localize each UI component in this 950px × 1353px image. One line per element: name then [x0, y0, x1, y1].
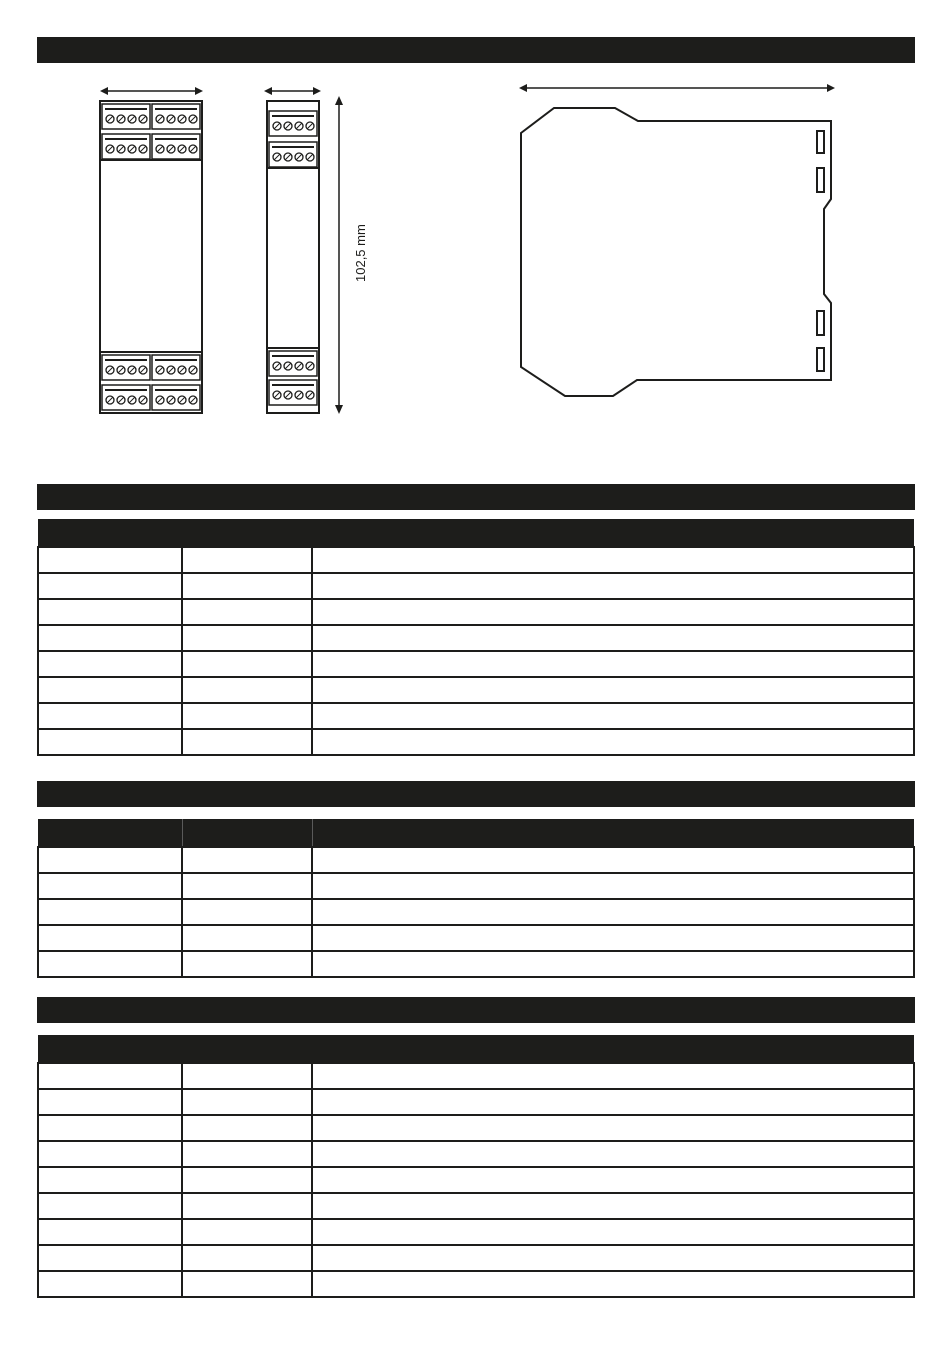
- front-view-wide: [100, 87, 203, 413]
- height-dimension-label: 102,5 mm: [353, 224, 368, 282]
- table-row: [38, 1271, 914, 1297]
- dimension-drawing: [0, 0, 950, 470]
- table-row: [38, 625, 914, 651]
- table-row: [38, 729, 914, 755]
- table-row: [38, 1063, 914, 1089]
- table-row: [38, 599, 914, 625]
- table-header: [38, 519, 914, 547]
- table-row: [38, 1245, 914, 1271]
- table-row: [38, 1167, 914, 1193]
- table-row: [38, 873, 914, 899]
- table-row: [38, 651, 914, 677]
- table-row: [38, 847, 914, 873]
- table-row: [38, 1141, 914, 1167]
- table-row: [38, 1089, 914, 1115]
- table-row: [38, 1193, 914, 1219]
- table-2: [37, 819, 915, 978]
- table-row: [38, 899, 914, 925]
- table-row: [38, 1219, 914, 1245]
- side-view: [519, 84, 835, 396]
- table2-section-header: [37, 781, 915, 807]
- table-header: [38, 1035, 914, 1063]
- table-3: [37, 1035, 915, 1298]
- table-row: [38, 547, 914, 573]
- table-row: [38, 703, 914, 729]
- table-header: [38, 819, 914, 847]
- front-view-narrow: [264, 87, 368, 414]
- table-row: [38, 925, 914, 951]
- table-row: [38, 677, 914, 703]
- terminals-section-header: [37, 484, 915, 510]
- table-1: [37, 519, 915, 756]
- table3-section-header: [37, 997, 915, 1023]
- table-row: [38, 573, 914, 599]
- table-row: [38, 1115, 914, 1141]
- table-row: [38, 951, 914, 977]
